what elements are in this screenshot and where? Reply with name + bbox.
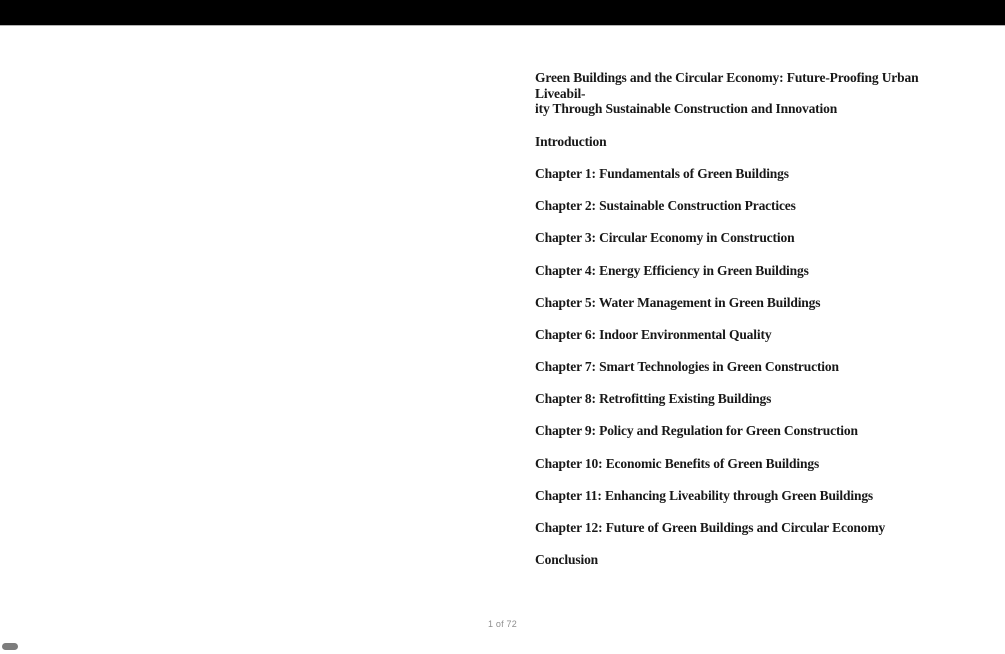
toc-entry-chapter-4[interactable]: Chapter 4: Energy Efficiency in Green Buildings (535, 262, 809, 278)
book-title (535, 70, 947, 117)
book-page (0, 27, 1005, 654)
toc-entry-chapter-7[interactable]: Chapter 7: Smart Technologies in Green Construction (535, 359, 839, 375)
book-title-line-2: ity Through Sustainable Construction and Innovation (535, 101, 838, 117)
toc-entry-chapter-6[interactable]: Chapter 6: Indoor Environmental Quality (535, 326, 772, 342)
toc-entry-conclusion[interactable]: Conclusion (535, 552, 599, 568)
toc-entry-chapter-12[interactable]: Chapter 12: Future of Green Buildings and Circular Economy (535, 520, 886, 536)
toc-entry-chapter-2[interactable]: Chapter 2: Sustainable Construction Practices (535, 198, 796, 214)
toc-entry-chapter-1[interactable]: Chapter 1: Fundamentals of Green Buildings (535, 165, 789, 181)
toc-entry-chapter-5[interactable]: Chapter 5: Water Management in Green Buildings (535, 294, 821, 310)
toc-entry-chapter-11[interactable]: Chapter 11: Enhancing Liveability through Green Buildings (535, 487, 874, 503)
book-title-line-1: Green Buildings and the Circular Economy: Future-Proofing Urban Liveabil- (535, 70, 919, 101)
table-of-contents (535, 70, 947, 584)
page-indicator: 1 of 72 (488, 619, 517, 629)
toc-entry-chapter-3[interactable]: Chapter 3: Circular Economy in Construction (535, 230, 795, 246)
toc-entry-chapter-9[interactable]: Chapter 9: Policy and Regulation for Green Construction (535, 423, 858, 439)
toc-entry-introduction[interactable]: Introduction (535, 133, 607, 149)
toc-entry-chapter-10[interactable]: Chapter 10: Economic Benefits of Green Buildings (535, 455, 820, 471)
toc-entry-chapter-8[interactable]: Chapter 8: Retrofitting Existing Buildings (535, 391, 772, 407)
dock-handle[interactable] (2, 643, 18, 650)
title-bar (0, 0, 1005, 26)
